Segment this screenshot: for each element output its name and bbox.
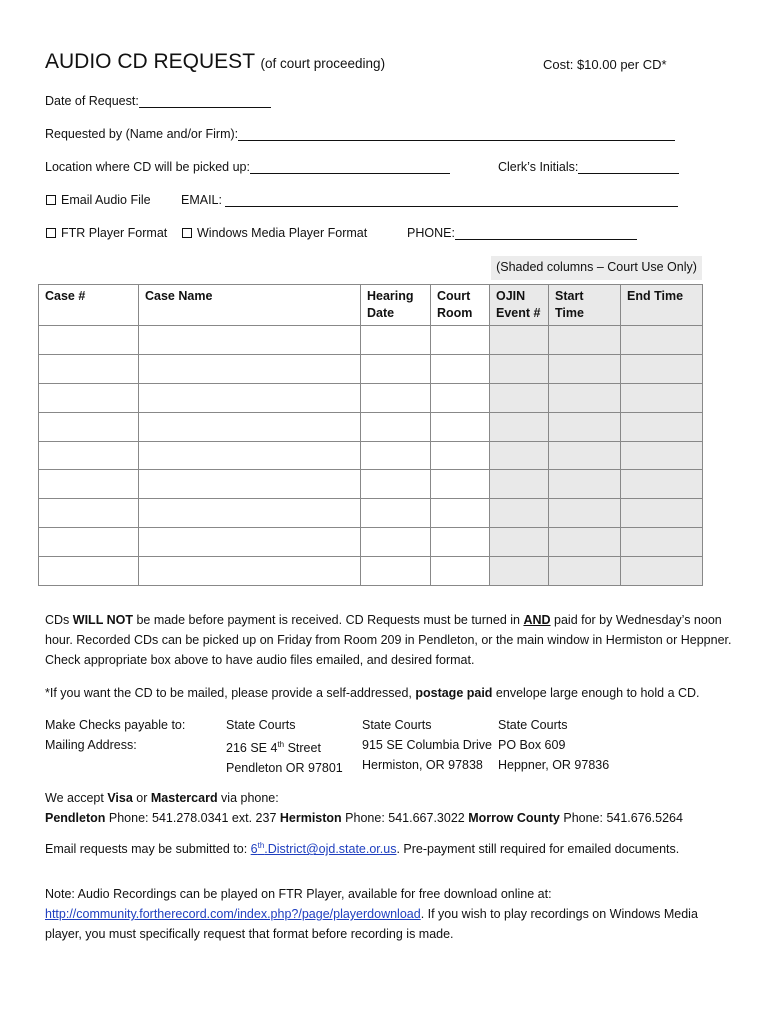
- hearing-date-cell[interactable]: [361, 383, 431, 412]
- court-room-cell[interactable]: [431, 354, 490, 383]
- email-audio-option[interactable]: [46, 193, 151, 207]
- hearing-date-cell[interactable]: [361, 499, 431, 528]
- hearing-date-cell[interactable]: [361, 412, 431, 441]
- start-time-cell: [549, 470, 621, 499]
- end-time-cell: [621, 557, 703, 586]
- end-time-cell: [621, 354, 703, 383]
- table-row: [39, 557, 703, 586]
- ojin-event-cell: [490, 470, 549, 499]
- case-number-cell[interactable]: [39, 499, 139, 528]
- cost-label: Cost: $10.00 per CD*: [543, 57, 667, 72]
- table-row: [39, 470, 703, 499]
- ftr-format-option[interactable]: [46, 226, 167, 240]
- case-name-cell[interactable]: [139, 528, 361, 557]
- table-row: [39, 528, 703, 557]
- email-row: [181, 193, 678, 207]
- col-start-time: Start Time: [549, 285, 621, 326]
- ojin-event-cell: [490, 499, 549, 528]
- court-room-cell[interactable]: [431, 326, 490, 355]
- start-time-cell: [549, 354, 621, 383]
- date-of-request-field[interactable]: [139, 94, 271, 108]
- address-heppner: State Courts PO Box 609 Heppner, OR 97836: [498, 718, 610, 772]
- end-time-cell: [621, 383, 703, 412]
- hearing-date-cell[interactable]: [361, 470, 431, 499]
- end-time-cell: [621, 528, 703, 557]
- table-header-row: [39, 285, 703, 326]
- phone-field[interactable]: [455, 226, 637, 240]
- hearing-date-cell[interactable]: [361, 441, 431, 470]
- court-room-cell[interactable]: [431, 470, 490, 499]
- ftr-format-checkbox[interactable]: [46, 228, 56, 238]
- ojin-event-cell: [490, 441, 549, 470]
- end-time-cell: [621, 470, 703, 499]
- ojin-event-cell: [490, 326, 549, 355]
- start-time-cell: [549, 383, 621, 412]
- wmp-format-label: Windows Media Player Format: [197, 226, 368, 240]
- table-row: [39, 383, 703, 412]
- hearing-date-cell[interactable]: [361, 557, 431, 586]
- case-number-cell[interactable]: [39, 528, 139, 557]
- table-row: [39, 441, 703, 470]
- case-name-cell[interactable]: [139, 557, 361, 586]
- case-number-cell[interactable]: [39, 557, 139, 586]
- start-time-cell: [549, 326, 621, 355]
- date-of-request-label: Date of Request:: [45, 94, 139, 108]
- case-number-cell[interactable]: [39, 383, 139, 412]
- ftr-note-paragraph: Note: Audio Recordings can be played on FTR Player, available for free download online at: http://community.fortherecord.com/index.php?/page/playerdownload. If you wish to play recordings on Windows Media player, you must specifically request that format before recording is made.: [45, 887, 698, 941]
- case-name-cell[interactable]: [139, 412, 361, 441]
- case-number-cell[interactable]: [39, 412, 139, 441]
- requested-by-field[interactable]: [238, 127, 675, 141]
- email-audio-label: Email Audio File: [61, 193, 151, 207]
- end-time-cell: [621, 499, 703, 528]
- ojin-event-cell: [490, 412, 549, 441]
- title-subtitle: (of court proceeding): [260, 56, 386, 71]
- court-room-cell[interactable]: [431, 441, 490, 470]
- case-name-cell[interactable]: [139, 470, 361, 499]
- ftr-format-label: FTR Player Format: [61, 226, 168, 240]
- phone-row: [407, 226, 637, 240]
- address-pendleton: State Courts 216 SE 4th Street Pendleton OR 97801: [226, 718, 343, 776]
- case-name-cell[interactable]: [139, 499, 361, 528]
- end-time-cell: [621, 412, 703, 441]
- end-time-cell: [621, 441, 703, 470]
- col-hearing-date: Hearing Date: [361, 285, 431, 326]
- case-name-cell[interactable]: [139, 326, 361, 355]
- start-time-cell: [549, 412, 621, 441]
- mail-info-paragraph: *If you want the CD to be mailed, please provide a self-addressed, postage paid envelope large enough to hold a CD.: [45, 686, 700, 700]
- case-name-cell[interactable]: [139, 383, 361, 412]
- payment-info-paragraph: CDs WILL NOT be made before payment is received. CD Requests must be turned in AND paid for by Wednesday’s noon hour. Recorded CDs can be picked up on Friday from Room 209 in Pendleton, or the main window in Hermiston or Heppner. Check appropriate box above to have audio files emailed, and desired format.: [45, 613, 732, 667]
- pickup-location-field[interactable]: [250, 160, 450, 174]
- ftr-download-link[interactable]: http://community.fortherecord.com/index.php?/page/playerdownload: [45, 907, 421, 921]
- request-table: [38, 284, 703, 586]
- checks-payable-label: Make Checks payable to:: [45, 718, 186, 732]
- col-end-time: End Time: [621, 285, 703, 326]
- page-title: [45, 50, 385, 74]
- start-time-cell: [549, 499, 621, 528]
- requested-by-row: [45, 127, 675, 141]
- wmp-format-option[interactable]: [182, 226, 367, 240]
- court-room-cell[interactable]: [431, 412, 490, 441]
- pickup-location-row: [45, 160, 450, 174]
- clerk-initials-label: Clerk’s Initials:: [498, 160, 579, 174]
- court-room-cell[interactable]: [431, 528, 490, 557]
- district-email-link[interactable]: 6th.District@ojd.state.or.us: [250, 841, 397, 857]
- court-room-cell[interactable]: [431, 557, 490, 586]
- clerk-initials-row: [498, 160, 679, 174]
- address-table: [45, 715, 609, 778]
- case-number-cell[interactable]: [39, 354, 139, 383]
- address-hermiston: State Courts 915 SE Columbia Drive Hermiston, OR 97838: [362, 718, 492, 772]
- case-number-cell[interactable]: [39, 470, 139, 499]
- ojin-event-cell: [490, 557, 549, 586]
- court-room-cell[interactable]: [431, 499, 490, 528]
- pickup-location-label: Location where CD will be picked up:: [45, 160, 250, 174]
- title-text: AUDIO CD REQUEST: [45, 50, 255, 73]
- start-time-cell: [549, 441, 621, 470]
- col-ojin-event: OJIN Event #: [490, 285, 549, 326]
- case-number-cell[interactable]: [39, 326, 139, 355]
- wmp-format-checkbox[interactable]: [182, 228, 192, 238]
- hearing-date-cell[interactable]: [361, 528, 431, 557]
- requested-by-label: Requested by (Name and/or Firm):: [45, 127, 239, 141]
- table-row: [39, 499, 703, 528]
- email-label: EMAIL:: [181, 193, 222, 207]
- col-case-name: Case Name: [139, 285, 361, 326]
- email-audio-checkbox[interactable]: [46, 195, 56, 205]
- table-row: [39, 354, 703, 383]
- table-row: [39, 412, 703, 441]
- court-room-cell[interactable]: [431, 383, 490, 412]
- court-use-note: (Shaded columns – Court Use Only): [491, 256, 702, 280]
- hearing-date-cell[interactable]: [361, 326, 431, 355]
- case-name-cell[interactable]: [139, 441, 361, 470]
- hearing-date-cell[interactable]: [361, 354, 431, 383]
- email-requests-paragraph: Email requests may be submitted to: 6th.District@ojd.state.or.us. Pre-payment still required for emailed documents.: [45, 841, 680, 857]
- clerk-initials-field[interactable]: [578, 160, 679, 174]
- mailing-address-label: Mailing Address:: [45, 738, 137, 752]
- ojin-event-cell: [490, 383, 549, 412]
- start-time-cell: [549, 557, 621, 586]
- ojin-event-cell: [490, 528, 549, 557]
- col-case-number: Case #: [39, 285, 139, 326]
- phone-label: PHONE:: [407, 226, 455, 240]
- end-time-cell: [621, 326, 703, 355]
- col-court-room: Court Room: [431, 285, 490, 326]
- email-field[interactable]: [225, 193, 678, 207]
- ojin-event-cell: [490, 354, 549, 383]
- card-payment-paragraph: We accept Visa or Mastercard via phone: Pendleton Phone: 541.278.0341 ext. 237 Hermiston Phone: 541.667.3022 Morrow County Phone: 541.676.5264: [45, 791, 683, 825]
- case-number-cell[interactable]: [39, 441, 139, 470]
- table-row: [39, 326, 703, 355]
- start-time-cell: [549, 528, 621, 557]
- date-of-request-row: [45, 94, 271, 108]
- case-name-cell[interactable]: [139, 354, 361, 383]
